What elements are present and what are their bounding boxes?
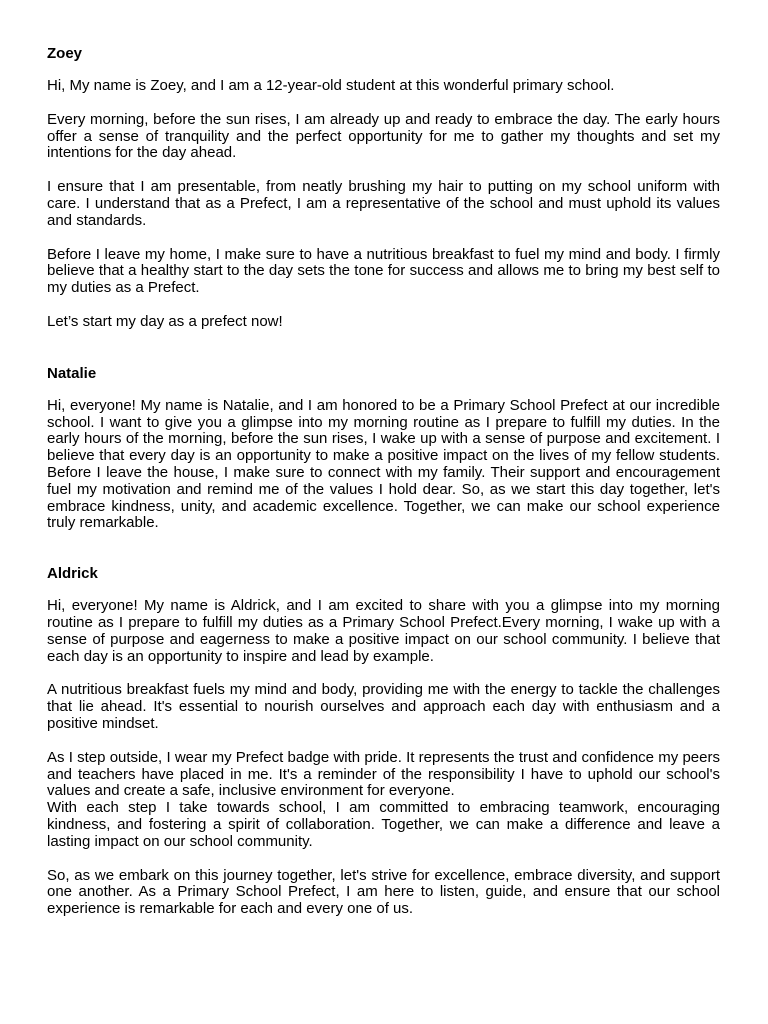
section-heading: Natalie — [47, 364, 97, 382]
section-aldrick — [47, 565, 720, 918]
paragraph: Let’s start my day as a prefect now! — [47, 312, 283, 330]
paragraph: So, as we embark on this journey together, let's strive for excellence, embrace diversity, and support one another. As a Primary School Prefect, I am here to listen, guide, and ensure that our school experience is remarkable for each and every one of us. — [47, 866, 720, 918]
paragraph: I ensure that I am presentable, from neatly brushing my hair to putting on my school uniform with care. I understand that as a Prefect, I am a representative of the school and must uphold its values and standards. — [47, 178, 720, 229]
section-heading: Aldrick — [47, 565, 98, 583]
paragraph: Before I leave my home, I make sure to have a nutritious breakfast to fuel my mind and body. I firmly believe that a healthy start to the day sets the tone for success and allows me to bring my best self to my duties as a Prefect. — [47, 245, 720, 297]
paragraph: A nutritious breakfast fuels my mind and body, providing me with the energy to tackle the challenges that lie ahead. It's essential to nourish ourselves and approach each day with enthusiasm and a positive mindset. — [47, 681, 720, 732]
paragraph: As I step outside, I wear my Prefect badge with pride. It represents the trust and confidence my peers and teachers have placed in me. It's a reminder of the responsibility I have to uphold our school's values and create a safe, inclusive environment for everyone. — [47, 748, 720, 800]
section-heading: Zoey — [47, 45, 83, 62]
section-zoey — [47, 45, 720, 331]
paragraph: Hi, everyone! My name is Aldrick, and I am excited to share with you a glimpse into my morning routine as I prepare to fulfill my duties as a Primary School Prefect.Every morning, I wake up with a sense of purpose and eagerness to make a positive impact on our school community. I believe that each day is an opportunity to inspire and lead by example. — [47, 597, 720, 665]
paragraph: Every morning, before the sun rises, I am already up and ready to embrace the day. The early hours offer a sense of tranquility and the perfect opportunity for me to gather my thoughts and set my intentions for the day ahead. — [47, 110, 720, 162]
paragraph: Hi, everyone! My name is Natalie, and I am honored to be a Primary School Prefect at our incredible school. I want to give you a glimpse into my morning routine as I prepare to fulfill my duties. In the early hours of the morning, before the sun rises, I wake up with a sense of purpose and excitement. I believe that every day is an opportunity to make a positive impact on the lives of my fellow students. Before I leave the house, I make sure to connect with my family. Their support and encouragement fuel my motivation and remind me of the values I hold dear. So, as we start this day together, let's embrace kindness, unity, and academic excellence. Together, we can make our school experience truly remarkable. — [47, 396, 720, 532]
document-page — [47, 41, 720, 918]
paragraph: With each step I take towards school, I am committed to embracing teamwork, encouraging kindness, and fostering a spirit of collaboration. Together, we can make a difference and leave a lasting impact on our school community. — [47, 799, 720, 850]
paragraph: Hi, My name is Zoey, and I am a 12-year-old student at this wonderful primary school. — [47, 77, 615, 94]
section-natalie — [47, 365, 720, 532]
